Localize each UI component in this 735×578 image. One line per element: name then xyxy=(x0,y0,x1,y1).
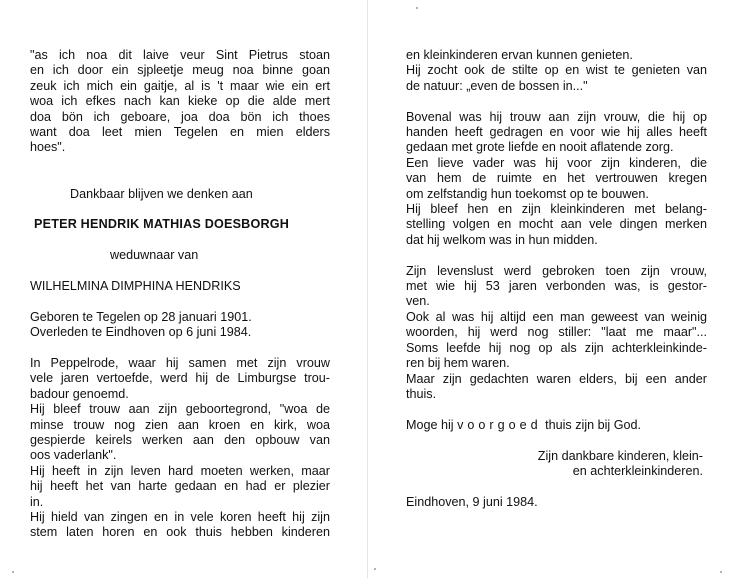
final-years-paragraph xyxy=(406,264,707,403)
text-line: Een lieve vader was hij voor zijn kinderen, die xyxy=(406,155,707,170)
text-line: en kleinkinderen ervan kunnen genieten. xyxy=(406,48,633,62)
remembrance-line: Dankbaar blijven we denken aan xyxy=(70,186,253,201)
right-page xyxy=(406,48,707,510)
text-line: Maar zijn gedachten waren elders, bij een ander xyxy=(406,371,707,386)
text-line: woorden, hij werd nog stiller: "laat me maar"... xyxy=(406,325,707,340)
text-line: om zelfstandig hun toekomst op te bouwen. xyxy=(406,186,649,201)
relation-label: weduwnaar van xyxy=(110,248,199,263)
biography xyxy=(30,356,330,541)
poem-line: hoes". xyxy=(30,140,66,155)
poem-line: zeuk ich mich ein gaitje, al is 't maar wie ein ert xyxy=(30,78,330,93)
bio-line: oos vaderlank". xyxy=(30,448,117,463)
poem-line: en ich door ein sjpleetje meug noa binne goan xyxy=(30,63,330,78)
bio-line: Hij heeft in zijn leven hard moeten werken, maar xyxy=(30,463,330,478)
signoff-line: Zijn dankbare kinderen, klein- xyxy=(537,448,703,463)
poem-line: doa bön ich geboare, joa doa bön ich thoes xyxy=(30,109,330,124)
nature-paragraph xyxy=(406,48,707,94)
text-line: handen heeft gedragen en voor wie hij alles heeft xyxy=(406,125,707,140)
text-line: Soms leefde hij nog op als zijn achterkleinkinde- xyxy=(406,340,707,355)
text-line: Ook al was hij altijd een man geweest van weinig xyxy=(406,309,707,324)
center-fold xyxy=(367,0,368,578)
bio-line: minse trouw nog zien aan kroen en kirk, woa xyxy=(30,417,330,432)
poem-line: woa ich efkes nach kan kieke op die alde mert xyxy=(30,94,330,109)
text-line: met wie hij 53 jaren verbonden was, is gestor- xyxy=(406,279,707,294)
text-line: ren bij hem waren. xyxy=(406,356,510,371)
text-line: dat hij welkom was in hun midden. xyxy=(406,232,598,247)
closing-prefix: Moge hij xyxy=(406,417,458,432)
closing-spaced-word: voorgoed xyxy=(457,417,542,432)
text-line: thuis. xyxy=(406,386,437,401)
scan-speck xyxy=(374,568,376,570)
dialect-poem xyxy=(30,48,330,156)
place-date: Eindhoven, 9 juni 1984. xyxy=(406,494,538,509)
text-line: ven. xyxy=(406,294,430,309)
bio-line: Hij hield van zingen en in vele koren heeft hij zijn xyxy=(30,510,330,525)
bio-line: hij heeft het van harte gedaan en had er plezier xyxy=(30,479,330,494)
spouse-name: WILHELMINA DIMPHINA HENDRIKS xyxy=(30,279,241,294)
bio-line: in. xyxy=(30,494,44,509)
scan-speck xyxy=(416,7,418,9)
left-page xyxy=(30,48,330,541)
poem-line: "as ich noa dit laive veur Sint Pietrus stoan xyxy=(30,48,330,62)
text-line: van hem de ruimte en het vertrouwen kregen xyxy=(406,171,707,186)
deceased-name: PETER HENDRIK MATHIAS DOESBORGH xyxy=(34,217,290,232)
scan-speck xyxy=(720,571,722,573)
signoff-line: en achterkleinkinderen. xyxy=(572,463,703,478)
text-line: Bovenal was hij trouw aan zijn vrouw, die hij op xyxy=(406,109,707,124)
bio-line: stem laten horen en ook thuis hebben kinderen xyxy=(30,525,330,540)
family-paragraph xyxy=(406,110,707,249)
bio-line: Hij bleef trouw aan zijn geboortegrond, "woa de xyxy=(30,402,330,417)
bio-line: badour genoemd. xyxy=(30,386,129,401)
closing-prayer xyxy=(406,418,707,433)
text-line: de natuur: „even de bossen in..." xyxy=(406,78,588,93)
bio-line: In Peppelrode, waar hij samen met zijn vrouw xyxy=(30,356,330,371)
text-line: Hij zocht ook de stilte op en wist te genieten van xyxy=(406,63,707,78)
text-line: Zijn levenslust werd gebroken toen zijn vrouw, xyxy=(406,263,707,278)
text-line: gedaan met grote liefde en nooit aflatende zorg. xyxy=(406,140,674,155)
poem-line: want doa leet mien Tegelen en mien elders xyxy=(30,125,330,140)
closing-suffix: thuis zijn bij God. xyxy=(541,417,642,432)
bio-line: gespierde keirels werken aan den opbouw van xyxy=(30,433,330,448)
text-line: Hij bleef hen en zijn kleinkinderen met belang- xyxy=(406,202,707,217)
bio-line: vele jaren vertoefde, werd hij de Limburgse trou- xyxy=(30,371,330,386)
scan-speck xyxy=(12,571,14,573)
birth-line: Geboren te Tegelen op 28 januari 1901. xyxy=(30,309,252,324)
text-line: stelling volgen en mocht aan vele dingen merken xyxy=(406,217,707,232)
death-line: Overleden te Eindhoven op 6 juni 1984. xyxy=(30,325,252,340)
